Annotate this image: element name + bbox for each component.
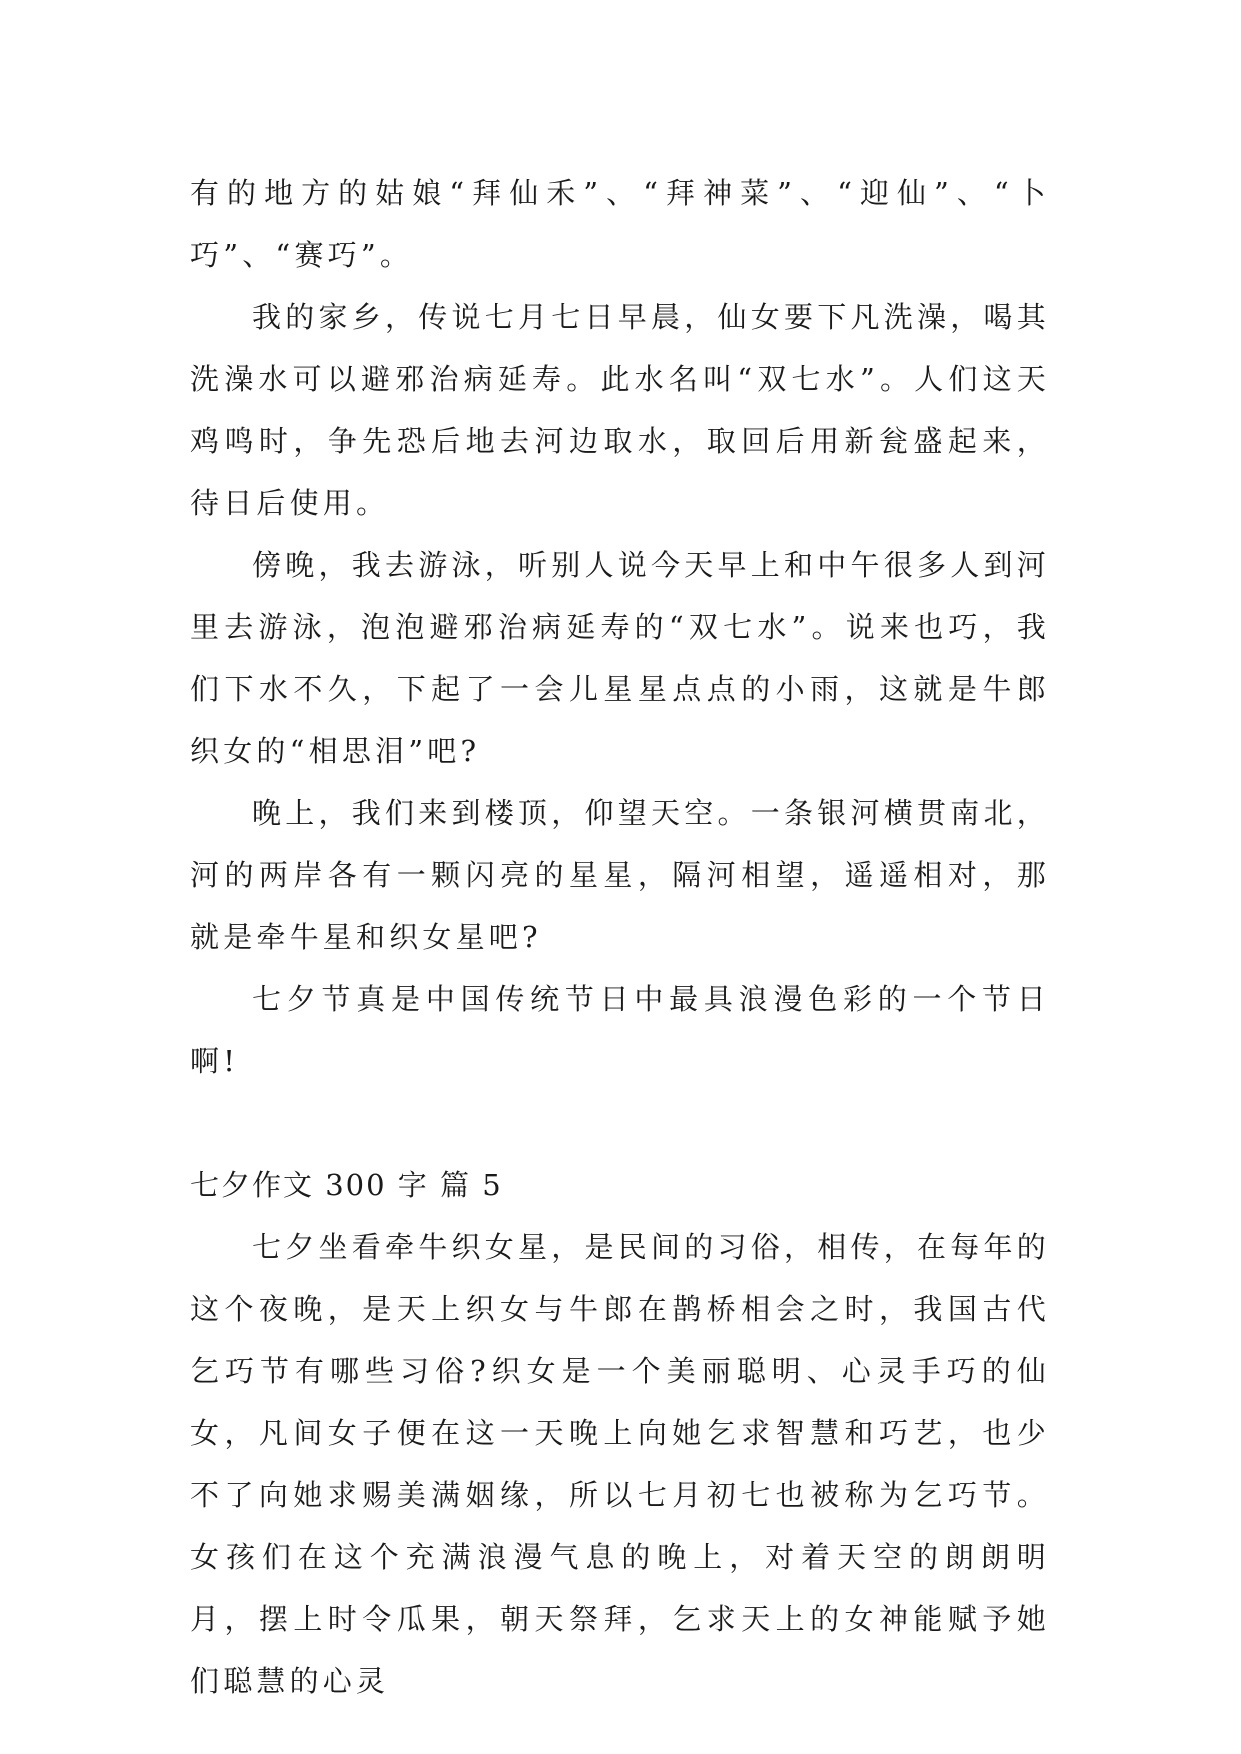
document-body	[190, 162, 1050, 1712]
paragraph-conclusion: 七夕节真是中国传统节日中最具浪漫色彩的一个节日啊!	[190, 982, 1050, 1078]
paragraph-evening-swim: 傍晚，我去游泳，听别人说今天早上和中午很多人到河里去游泳，泡泡避邪治病延寿的“双七水”。说来也巧，我们下水不久，下起了一会儿星星点点的小雨，这就是牛郎织女的“相思泪”吧?	[190, 548, 1050, 768]
paragraph-hometown-custom: 我的家乡，传说七月七日早晨，仙女要下凡洗澡，喝其洗澡水可以避邪治病延寿。此水名叫“双七水”。人们这天鸡鸣时，争先恐后地去河边取水，取回后用新瓮盛起来，待日后使用。	[190, 300, 1050, 520]
section-heading: 七夕作文 300 字 篇 5	[190, 1168, 503, 1202]
paragraph-night-sky: 晚上，我们来到楼顶，仰望天空。一条银河横贯南北，河的两岸各有一颗闪亮的星星，隔河相望，遥遥相对，那就是牵牛星和织女星吧?	[190, 796, 1050, 954]
section-spacer	[190, 1092, 1050, 1154]
paragraph-continuation: 有的地方的姑娘“拜仙禾”、“拜神菜”、“迎仙”、“卜巧”、“赛巧”。	[190, 176, 1050, 272]
paragraph-qixi-intro: 七夕坐看牵牛织女星，是民间的习俗，相传，在每年的这个夜晚，是天上织女与牛郎在鹊桥相会之时，我国古代乞巧节有哪些习俗?织女是一个美丽聪明、心灵手巧的仙女，凡间女子便在这一天晚上向她乞求智慧和巧艺，也少不了向她求赐美满姻缘，所以七月初七也被称为乞巧节。 女孩们在这个充满浪漫气息的晚上，对着天空的朗朗明月，摆上时令瓜果，朝天祭拜，乞求天上的女神能赋予她们聪慧的心灵	[190, 1230, 1050, 1698]
